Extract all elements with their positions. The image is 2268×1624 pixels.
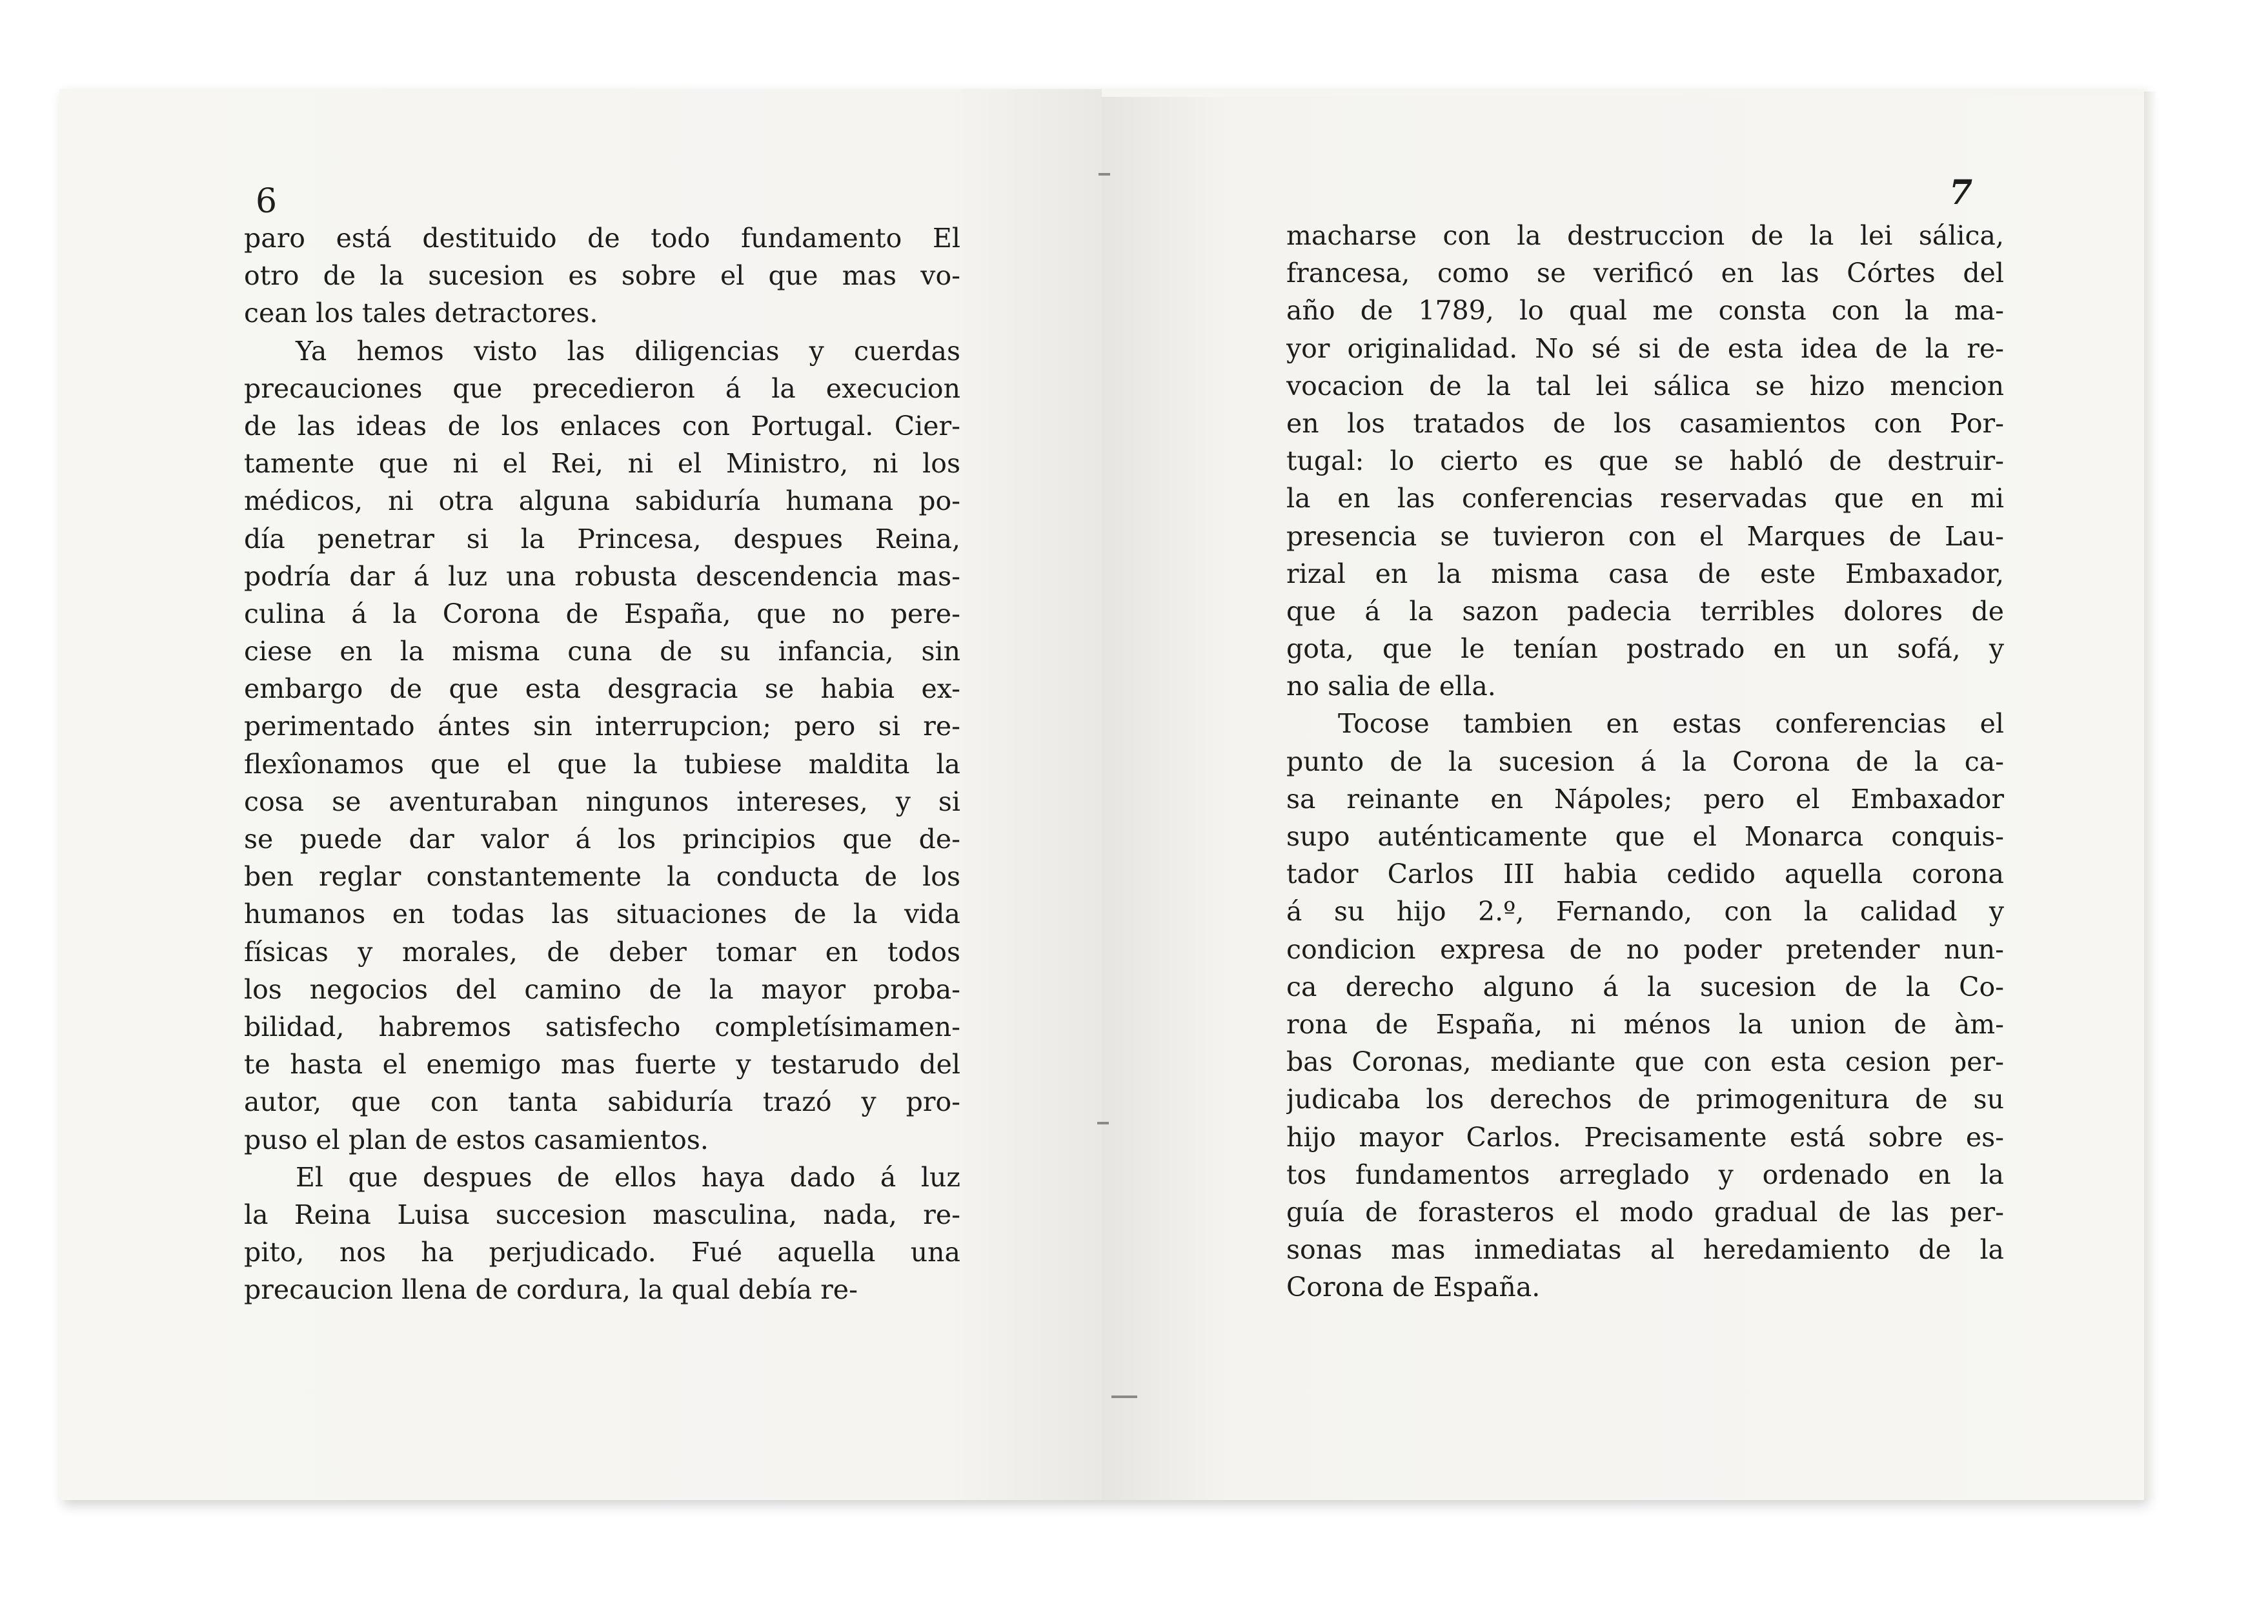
gutter-mark <box>1111 1396 1137 1398</box>
text-line: El que despues de ellos haya dado á luz <box>296 1161 960 1193</box>
text-line: condicion expresa de no poder pretender nun- <box>1286 933 2004 965</box>
text-line: podría dar á luz una robusta descendencia mas- <box>244 560 960 592</box>
text-line: paro está destituido de todo fundamento El <box>244 223 960 254</box>
text-line: otro de la sucesion es sobre el que mas vo- <box>244 260 960 292</box>
text-line: cosa se aventuraban ningunos intereses, y si <box>244 786 960 817</box>
text-line: Ya hemos visto las diligencias y cuerdas <box>296 335 960 367</box>
text-line: sa reinante en Nápoles; pero el Embaxador <box>1286 783 2004 815</box>
text-line: de las ideas de los enlaces con Portugal. Cier- <box>244 410 960 442</box>
text-line: bilidad, habremos satisfecho completísimamen- <box>244 1011 960 1042</box>
text-line: no salia de ella. <box>1286 671 1496 702</box>
text-line: autor, que con tanta sabiduría trazó y pro- <box>244 1086 960 1118</box>
text-line: flexîonamos que el que la tubiese maldita la <box>244 748 960 780</box>
text-line: tos fundamentos arreglado y ordenado en la <box>1286 1159 2004 1190</box>
page-number-left: 6 <box>256 182 278 221</box>
text-line: precauciones que precedieron á la execucion <box>244 372 960 404</box>
text-line: á su hijo 2.º, Fernando, con la calidad y <box>1286 896 2004 928</box>
text-line: rizal en la misma casa de este Embaxador, <box>1286 558 2004 589</box>
text-line: presencia se tuvieron con el Marques de Lau- <box>1286 520 2004 552</box>
text-line: yor originalidad. No sé si de esta idea de la re- <box>1286 332 2004 364</box>
text-line: ciese en la misma cuna de su infancia, sin <box>244 636 960 667</box>
text-line: Tocose tambien en estas conferencias el <box>1338 708 2004 740</box>
text-line: culina á la Corona de España, que no pere- <box>244 598 960 629</box>
text-line: cean los tales detractores. <box>244 298 598 329</box>
text-line: año de 1789, lo qual me consta con la ma- <box>1286 295 2004 327</box>
text-line: tamente que ni el Rei, ni el Ministro, ni los <box>244 448 960 480</box>
text-line: tugal: lo cierto es que se habló de destruir- <box>1286 445 2004 477</box>
text-line: los negocios del camino de la mayor proba- <box>244 973 960 1005</box>
text-line: tador Carlos III habia cedido aquella corona <box>1286 858 2004 890</box>
text-line: perimentado ántes sin interrupcion; pero si re- <box>244 711 960 742</box>
text-line: la Reina Luisa succesion masculina, nada, re- <box>244 1199 960 1230</box>
text-line: físicas y morales, de deber tomar en todos <box>244 936 960 968</box>
left-page-text <box>244 219 960 1308</box>
text-line: guía de forasteros el modo gradual de las per- <box>1286 1196 2004 1228</box>
text-line: ca derecho alguno á la sucesion de la Co- <box>1286 971 2004 1002</box>
text-line: día penetrar si la Princesa, despues Reina, <box>244 523 960 554</box>
page-number-right: 7 <box>1949 173 1973 212</box>
text-line: precaucion llena de cordura, la qual debía re- <box>244 1274 858 1306</box>
text-line: te hasta el enemigo mas fuerte y testarudo del <box>244 1049 960 1081</box>
text-line: en los tratados de los casamientos con Por- <box>1286 407 2004 439</box>
text-line: la en las conferencias reservadas que en mi <box>1286 483 2004 514</box>
text-line: ben reglar constantemente la conducta de los <box>244 861 960 893</box>
text-line: bas Coronas, mediante que con esta cesion per- <box>1286 1046 2004 1078</box>
text-line: embargo de que esta desgracia se habia ex- <box>244 673 960 705</box>
text-line: macharse con la destruccion de la lei sálica, <box>1286 220 2004 251</box>
text-line: francesa, como se verificó en las Córtes del <box>1286 258 2004 289</box>
text-line: vocacion de la tal lei sálica se hizo mencion <box>1286 370 2004 401</box>
text-line: judicaba los derechos de primogenitura de su <box>1286 1084 2004 1115</box>
text-line: Corona de España. <box>1286 1272 1541 1303</box>
gutter-mark <box>1097 1122 1109 1124</box>
gutter-mark <box>1099 173 1110 176</box>
text-line: se puede dar valor á los principios que de- <box>244 824 960 855</box>
text-line: sonas mas inmediatas al heredamiento de la <box>1286 1234 2004 1266</box>
text-line: rona de España, ni ménos la union de àm- <box>1286 1008 2004 1040</box>
text-line: que á la sazon padecia terribles dolores de <box>1286 595 2004 627</box>
text-line: gota, que le tenían postrado en un sofá, y <box>1286 633 2004 665</box>
right-page-text <box>1286 217 2004 1306</box>
text-line: humanos en todas las situaciones de la vida <box>244 898 960 930</box>
text-line: punto de la sucesion á la Corona de la ca- <box>1286 746 2004 777</box>
text-line: pito, nos ha perjudicado. Fué aquella una <box>244 1237 960 1268</box>
text-line: puso el plan de estos casamientos. <box>244 1124 709 1155</box>
text-line: supo auténticamente que el Monarca conquis- <box>1286 821 2004 852</box>
text-line: médicos, ni otra alguna sabiduría humana po- <box>244 485 960 517</box>
text-line: hijo mayor Carlos. Precisamente está sobre es- <box>1286 1121 2004 1153</box>
